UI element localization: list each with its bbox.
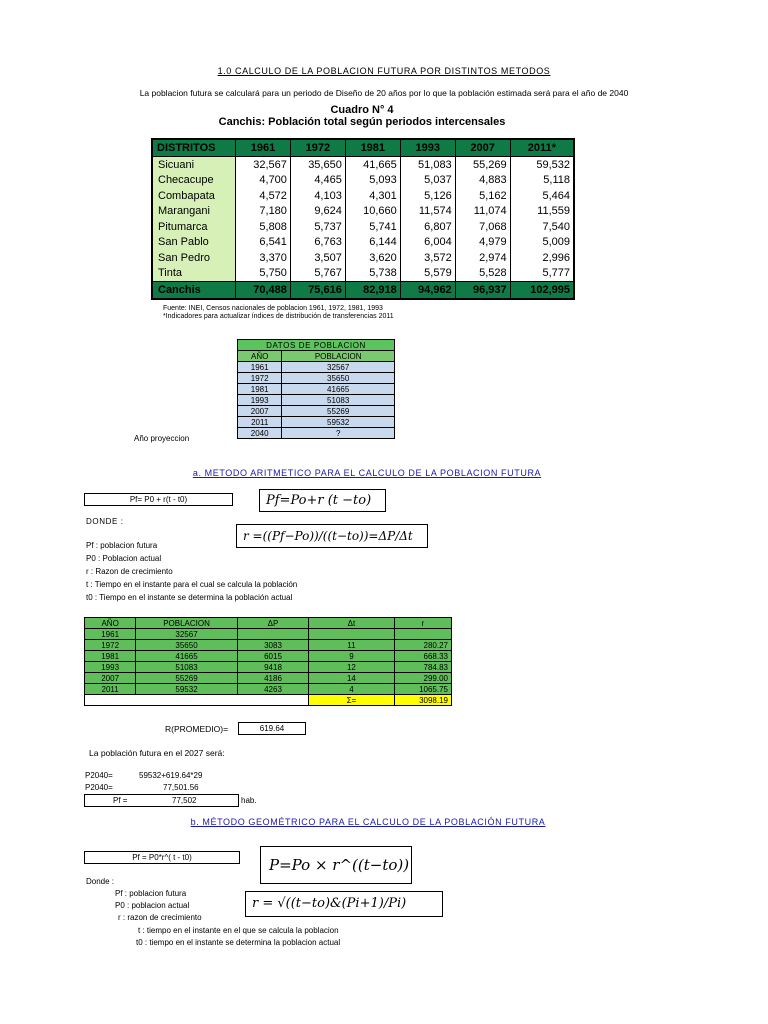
table-row	[238, 395, 395, 406]
population-cell: ?	[282, 428, 395, 439]
year-cell: 2011	[238, 417, 282, 428]
population-cell: 9,624	[290, 204, 345, 220]
intro-text: La poblacion futura se calculará para un periodo de Diseño de 20 años por lo que la población estimada será para el año de 2040	[139, 88, 629, 98]
total-cell: 102,995	[510, 282, 574, 300]
geo-formula-display: P=Po × r^((t−to))	[260, 846, 412, 884]
population-cell: 41665	[282, 384, 395, 395]
population-cell: 32567	[282, 362, 395, 373]
district-name: Tinta	[152, 266, 236, 282]
page-title: 1.0 CALCULO DE LA POBLACION FUTURA POR DISTINTOS METODOS	[217, 66, 551, 76]
population-cell: 5,528	[455, 266, 510, 282]
population-cell: 5,118	[510, 173, 574, 189]
geo-formula-text-box: Pf = P0*r^( t - t0)	[84, 851, 240, 864]
cuadro-header-row	[152, 139, 574, 157]
calc1-value: 59532+619.64*29	[139, 771, 203, 780]
population-cell: 5,767	[290, 266, 345, 282]
header-cell: 1993	[400, 139, 455, 157]
district-name: Combapata	[152, 188, 236, 204]
rate-cell	[394, 629, 451, 640]
rate-cell: 1065.75	[394, 684, 451, 695]
district-name: San Pablo	[152, 235, 236, 251]
population-cell: 5,579	[400, 266, 455, 282]
promedio-label: R(PROMEDIO)=	[165, 724, 229, 734]
pf-value: 77,502	[172, 796, 197, 805]
header-cell: 1972	[290, 139, 345, 157]
aritmetico-table	[84, 617, 452, 706]
population-cell: 7,180	[236, 204, 291, 220]
table-row	[85, 651, 452, 662]
table-row	[238, 373, 395, 384]
year-cell: 2007	[238, 406, 282, 417]
population-cell: 6,004	[400, 235, 455, 251]
population-cell: 6,763	[290, 235, 345, 251]
population-cell: 6,807	[400, 219, 455, 235]
district-name: San Pedro	[152, 250, 236, 266]
population-cell: 55269	[136, 673, 238, 684]
delta-t-cell	[309, 629, 394, 640]
r-formula: r =((Pf−Po))/((t−to))=ΔP/Δt	[236, 524, 428, 548]
geo-def-line: r : razon de crecimiento	[118, 913, 202, 922]
population-cell: 4,700	[236, 173, 291, 189]
population-cell: 5,162	[455, 188, 510, 204]
delta-t-cell: 14	[309, 673, 394, 684]
rate-cell: 784.83	[394, 662, 451, 673]
year-cell: 1993	[85, 662, 136, 673]
table-row	[238, 406, 395, 417]
table-row	[85, 629, 452, 640]
population-cell: 5,037	[400, 173, 455, 189]
calc1-label: P2040=	[85, 771, 113, 780]
delta-p-cell: 3083	[237, 640, 308, 651]
table-row	[85, 673, 452, 684]
population-cell: 7,540	[510, 219, 574, 235]
table-row	[152, 219, 574, 235]
population-cell: 5,737	[290, 219, 345, 235]
total-cell: 82,918	[345, 282, 400, 300]
pf-unit: hab.	[241, 796, 257, 805]
geo-def-line: P0 : poblacion actual	[115, 901, 190, 910]
delta-t-cell: 9	[309, 651, 394, 662]
year-cell: 2007	[85, 673, 136, 684]
table-row	[238, 417, 395, 428]
delta-p-cell: 4263	[237, 684, 308, 695]
year-cell: 1993	[238, 395, 282, 406]
header-cell: 1961	[236, 139, 291, 157]
sum-value: 3098.19	[394, 695, 451, 706]
total-cell: 75,616	[290, 282, 345, 300]
population-cell: 59532	[282, 417, 395, 428]
total-cell: 70,488	[236, 282, 291, 300]
population-cell: 5,009	[510, 235, 574, 251]
population-cell: 5,741	[345, 219, 400, 235]
population-cell: 4,301	[345, 188, 400, 204]
delta-t-cell: 4	[309, 684, 394, 695]
formula-text-box: Pf= P0 + r(t - t0)	[84, 493, 233, 506]
total-row	[152, 282, 574, 300]
proyeccion-label: Año proyeccion	[134, 434, 190, 443]
def-line: P0 : Poblacion actual	[86, 554, 162, 563]
def-line: r : Razon de crecimiento	[86, 567, 173, 576]
datos-table	[237, 339, 395, 439]
aritmetico-title: a. METODO ARITMETICO PARA EL CALCULO DE LA POBLACION FUTURA	[192, 468, 542, 478]
population-cell: 55,269	[455, 157, 510, 173]
def-line: Pf : poblacion futura	[86, 541, 158, 550]
table-row	[152, 250, 574, 266]
total-cell: Canchis	[152, 282, 236, 300]
def-line: t : Tiempo en el instante para el cual se calcula la población	[86, 580, 298, 589]
population-cell: 55269	[282, 406, 395, 417]
def-line: t0 : Tiempo en el instante se determina la población actual	[86, 593, 293, 602]
arit-header: AÑO	[85, 618, 136, 629]
cuadro-subtitle: Canchis: Población total según periodos intercensales	[218, 116, 506, 128]
cuadro-title: Cuadro N° 4	[330, 104, 394, 116]
year-cell: 1972	[85, 640, 136, 651]
total-cell: 94,962	[400, 282, 455, 300]
population-cell: 59,532	[510, 157, 574, 173]
population-cell: 11,574	[400, 204, 455, 220]
population-cell: 3,370	[236, 250, 291, 266]
population-cell: 59532	[136, 684, 238, 695]
table-row	[238, 428, 395, 439]
population-cell: 2,996	[510, 250, 574, 266]
population-cell: 5,093	[345, 173, 400, 189]
population-cell: 4,883	[455, 173, 510, 189]
table-row	[152, 266, 574, 282]
formula-display: Pf=Po+r (t −to)	[259, 489, 386, 512]
header-cell: 2007	[455, 139, 510, 157]
geo-def-line: t : tiempo en el instante en el que se calcula la poblacion	[138, 926, 339, 935]
geo-def-line: t0 : tiempo en el instante se determina la poblacion actual	[136, 938, 341, 947]
population-cell: 32,567	[236, 157, 291, 173]
sum-label: Σ=	[309, 695, 394, 706]
year-cell: 1972	[238, 373, 282, 384]
pf-result-box	[84, 794, 239, 807]
population-cell: 41,665	[345, 157, 400, 173]
rate-cell: 668.33	[394, 651, 451, 662]
population-cell: 7,068	[455, 219, 510, 235]
year-cell: 1981	[238, 384, 282, 395]
population-cell: 32567	[136, 629, 238, 640]
arit-header: Δt	[309, 618, 394, 629]
population-cell: 5,750	[236, 266, 291, 282]
table-row	[152, 188, 574, 204]
delta-t-cell: 11	[309, 640, 394, 651]
population-cell: 10,660	[345, 204, 400, 220]
population-cell: 41665	[136, 651, 238, 662]
district-name: Pitumarca	[152, 219, 236, 235]
district-name: Marangani	[152, 204, 236, 220]
header-cell: DISTRITOS	[152, 139, 236, 157]
rate-cell: 299.00	[394, 673, 451, 684]
population-cell: 3,507	[290, 250, 345, 266]
year-cell: 2011	[85, 684, 136, 695]
promedio-value: 619.64	[238, 722, 306, 735]
population-cell: 3,620	[345, 250, 400, 266]
population-cell: 35650	[282, 373, 395, 384]
population-cell: 51,083	[400, 157, 455, 173]
population-cell: 5,808	[236, 219, 291, 235]
population-cell: 35,650	[290, 157, 345, 173]
population-cell: 51083	[282, 395, 395, 406]
district-name: Checacupe	[152, 173, 236, 189]
geo-donde-label: Donde :	[86, 877, 115, 886]
year-cell: 1961	[85, 629, 136, 640]
population-cell: 6,541	[236, 235, 291, 251]
delta-p-cell: 6015	[237, 651, 308, 662]
population-cell: 2,974	[455, 250, 510, 266]
population-cell: 5,464	[510, 188, 574, 204]
delta-p-cell: 9418	[237, 662, 308, 673]
population-cell: 4,103	[290, 188, 345, 204]
future-sentence: La población futura en el 2027 será:	[89, 748, 225, 758]
population-cell: 5,738	[345, 266, 400, 282]
population-cell: 5,777	[510, 266, 574, 282]
arit-header: POBLACION	[136, 618, 238, 629]
population-cell: 4,979	[455, 235, 510, 251]
table-row	[152, 157, 574, 173]
geometrico-title: b. MÉTODO GEOMÉTRICO PARA EL CALCULO DE LA POBLACIÓN FUTURA	[190, 817, 546, 827]
table-row	[85, 662, 452, 673]
population-cell: 6,144	[345, 235, 400, 251]
arit-header: ΔP	[237, 618, 308, 629]
indicator-note: *Indicadores para actualizar índices de distribución de transferencias 2011	[163, 313, 394, 320]
geo-r-formula: r = √((t−to)&(Pi+1)/Pi)	[245, 891, 443, 917]
population-cell: 5,126	[400, 188, 455, 204]
delta-p-cell	[237, 629, 308, 640]
table-row	[152, 235, 574, 251]
arit-header: r	[394, 618, 451, 629]
population-cell: 51083	[136, 662, 238, 673]
delta-t-cell: 12	[309, 662, 394, 673]
year-cell: 1961	[238, 362, 282, 373]
delta-p-cell: 4186	[237, 673, 308, 684]
year-cell: 2040	[238, 428, 282, 439]
total-cell: 96,937	[455, 282, 510, 300]
year-cell: 1981	[85, 651, 136, 662]
header-cell: 1981	[345, 139, 400, 157]
datos-title: DATOS DE POBLACION	[238, 340, 395, 351]
calc2-label: P2040=	[85, 783, 113, 792]
population-cell: 3,572	[400, 250, 455, 266]
population-cell: 35650	[136, 640, 238, 651]
geo-def-line: Pf : poblacion futura	[115, 889, 187, 898]
table-row	[152, 173, 574, 189]
population-cell: 11,074	[455, 204, 510, 220]
pf-label: Pf =	[113, 796, 128, 805]
rate-cell: 280.27	[394, 640, 451, 651]
population-cell: 4,572	[236, 188, 291, 204]
header-cell: 2011*	[510, 139, 574, 157]
district-name: Sicuani	[152, 157, 236, 173]
donde-label: DONDE :	[86, 517, 124, 526]
table-row	[152, 204, 574, 220]
table-row	[238, 362, 395, 373]
datos-col-pop: POBLACION	[282, 351, 395, 362]
population-cell: 11,559	[510, 204, 574, 220]
cuadro-table	[151, 138, 575, 300]
table-row	[238, 384, 395, 395]
population-cell: 4,465	[290, 173, 345, 189]
table-row	[85, 684, 452, 695]
calc2-value: 77,501.56	[163, 783, 199, 792]
source-note: Fuente: INEI, Censos nacionales de poblacion 1961, 1972, 1981, 1993	[163, 305, 383, 312]
table-row	[85, 640, 452, 651]
datos-col-year: AÑO	[238, 351, 282, 362]
